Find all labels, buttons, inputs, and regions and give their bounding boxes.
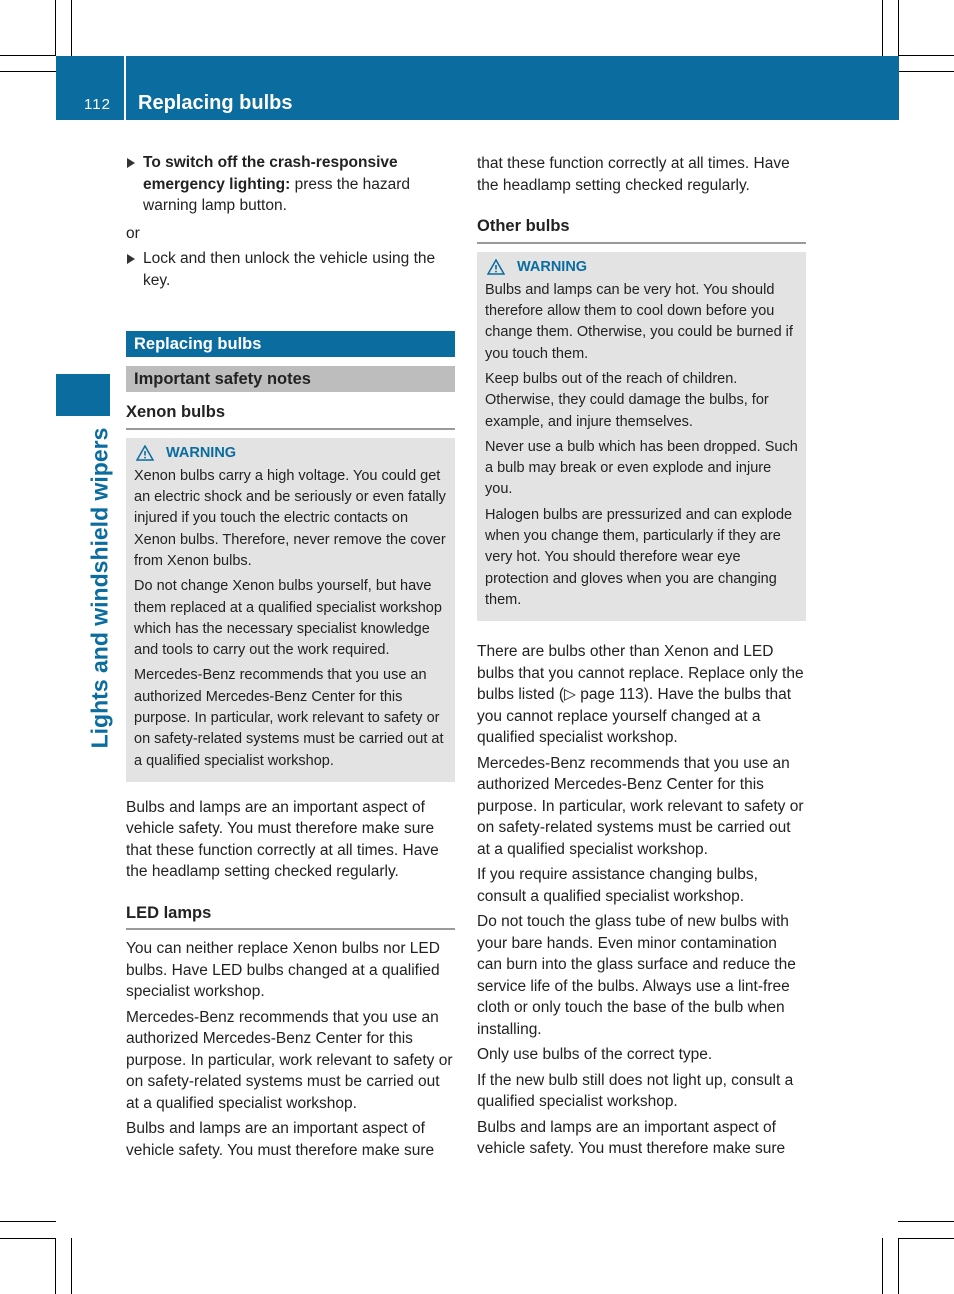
subsection-heading: Important safety notes xyxy=(126,366,455,392)
xenon-heading: Xenon bulbs xyxy=(126,402,455,430)
crop-mark xyxy=(882,1238,883,1294)
body-paragraph: Mercedes-Benz recommends that you use an authorized Mercedes-Benz Center for this purpose. In particular, work relevant to safety or on safety-related systems must be carried out at a qualified specialist workshop. xyxy=(477,754,804,858)
bullet-arrow-icon xyxy=(127,158,135,168)
warning-triangle-icon xyxy=(487,259,505,275)
crop-mark xyxy=(71,0,72,56)
step-text: press the hazard warning lamp button. xyxy=(143,175,411,214)
other-bulbs-heading: Other bulbs xyxy=(477,216,806,244)
crop-mark xyxy=(71,1238,72,1294)
page-header xyxy=(56,56,899,120)
right-column xyxy=(477,153,806,1164)
section-heading: Replacing bulbs xyxy=(126,331,455,357)
warning-paragraph: Xenon bulbs carry a high voltage. You could get an electric shock and be seriously or even fatally injured if you touch the electric contacts on Xenon bulbs. Therefore, never remove the cover from Xenon bulbs. xyxy=(134,467,446,569)
crop-mark xyxy=(898,1238,899,1294)
warning-label: WARNING xyxy=(517,258,588,275)
body-paragraph: You can neither replace Xenon bulbs nor LED bulbs. Have LED bulbs changed at a qualified specialist workshop. xyxy=(126,940,440,1001)
warning-title xyxy=(485,257,798,278)
crop-mark xyxy=(898,1221,954,1222)
warning-paragraph: Do not change Xenon bulbs yourself, but have them replaced at a qualified specialist workshop which has the necessary specialist knowledge and tools to carry out the work required. xyxy=(134,578,442,659)
warning-paragraph: Keep bulbs out of the reach of children. Otherwise, they could damage the bulbs, for example, and injure themselves. xyxy=(485,370,769,430)
crop-mark xyxy=(898,0,899,56)
body-paragraph: Bulbs and lamps are an important aspect of vehicle safety. You must therefore make sure xyxy=(477,1118,786,1158)
led-heading: LED lamps xyxy=(126,903,455,931)
warning-title xyxy=(134,443,447,464)
body-paragraph: If the new bulb still does not light up, consult a qualified specialist workshop. xyxy=(477,1071,794,1111)
crop-mark xyxy=(898,55,954,56)
body-paragraph: Do not touch the glass tube of new bulbs with your bare hands. Even minor contamination can burn into the glass surface and reduce the service life of the bulbs. Always use a lint-free cloth or only touch the base of the bulb when installing. xyxy=(477,913,796,1038)
crop-mark xyxy=(882,0,883,56)
chapter-tab xyxy=(56,374,110,416)
body-paragraph: that these function correctly at all times. Have the headlamp setting checked regularly. xyxy=(477,155,790,194)
body-paragraph: Only use bulbs of the correct type. xyxy=(477,1046,713,1064)
crop-mark xyxy=(0,1238,56,1239)
body-paragraph: Bulbs and lamps are an important aspect of vehicle safety. You must therefore make sure xyxy=(126,1120,435,1159)
body-paragraph: Bulbs and lamps are an important aspect of vehicle safety. You must therefore make sure that these function correctly at all times. Have the headlamp setting checked regularly. xyxy=(126,798,439,881)
warning-box xyxy=(477,252,806,622)
left-column xyxy=(126,152,455,1165)
instruction-step xyxy=(126,248,455,291)
crop-mark xyxy=(55,0,56,56)
crop-mark xyxy=(55,1238,56,1294)
crop-mark xyxy=(898,1238,954,1239)
bullet-arrow-icon xyxy=(127,254,135,264)
warning-triangle-icon xyxy=(136,445,154,461)
warning-box xyxy=(126,438,455,782)
instruction-step xyxy=(126,152,455,217)
crop-mark xyxy=(0,55,56,56)
step-text: Lock and then unlock the vehicle using the key. xyxy=(143,250,436,289)
step-label: To switch off the crash-responsive emergency lighting: xyxy=(143,154,398,193)
warning-label: WARNING xyxy=(166,444,237,461)
body-paragraph: If you require assistance changing bulbs, consult a qualified specialist workshop. xyxy=(477,866,758,905)
crop-mark xyxy=(898,71,954,72)
chapter-label: Lights and windshield wipers xyxy=(86,427,113,749)
header-divider xyxy=(124,56,126,120)
or-text: or xyxy=(126,224,140,242)
warning-paragraph: Mercedes-Benz recommends that you use an authorized Mercedes-Benz Center for this purpose. In particular, work relevant to safety or on safety-related systems must be carried out at a qualified specialist workshop. xyxy=(134,667,444,769)
warning-paragraph: Bulbs and lamps can be very hot. You should therefore allow them to cool down before you change them. Otherwise, you could be burned if you touch them. xyxy=(485,281,793,362)
body-paragraph: Mercedes-Benz recommends that you use an authorized Mercedes-Benz Center for this purpose. In particular, work relevant to safety or on safety-related systems must be carried out at a qualified specialist workshop. xyxy=(126,1008,453,1112)
warning-paragraph: Never use a bulb which has been dropped. Such a bulb may break or even explode and injure you. xyxy=(485,438,798,498)
page-title: Replacing bulbs xyxy=(138,92,293,114)
page-number: 112 xyxy=(84,96,111,113)
crop-mark xyxy=(0,71,56,72)
crop-mark xyxy=(0,1221,56,1222)
warning-paragraph: Halogen bulbs are pressurized and can explode when you change them, particularly if they are very hot. You should therefore wear eye protection and gloves when you are changing them. xyxy=(485,506,793,608)
body-paragraph: There are bulbs other than Xenon and LED bulbs that you cannot replace. Replace only the bulbs listed (▷ page 113). Have the bulbs that you cannot replace yourself changed at a qualified specialist workshop. xyxy=(477,643,804,747)
